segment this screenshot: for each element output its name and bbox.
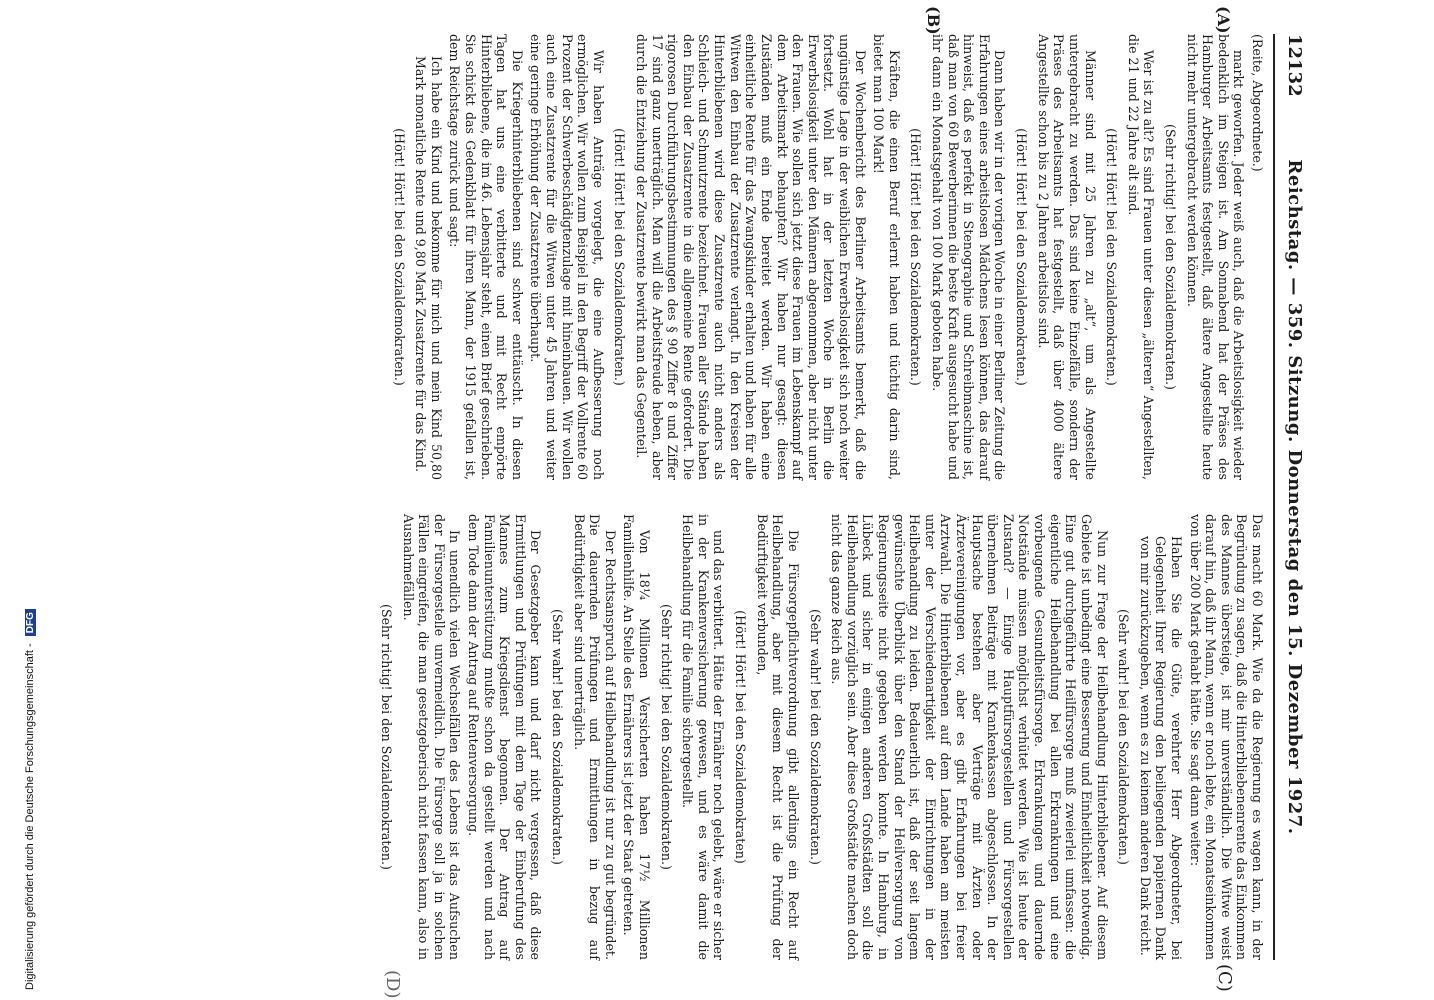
page-number: 12132	[1284, 34, 1305, 97]
paragraph: und das verbittert. Hätte der Ernährer noch gelebt, wäre er sicher in der Krankenversicherung gewesen, und es wäre damit die Heilbehandlung für die Familie sichergestellt.	[680, 514, 727, 960]
interjection: (Hört! Hört! bei den Sozialdemokraten.)	[612, 128, 628, 386]
interjection: (Sehr richtig! bei den Sozialdemokraten.)	[658, 604, 674, 870]
dfg-logo: DFG	[25, 609, 36, 636]
paragraph: In unendlich vielen Wechselfällen des Lebens ist das Aufsuchen der Fürsorgestelle unvermeidlich. Die Fürsorge soll ja in solchen Fällen eingreifen, die man gesetzgeberisch nicht fassen kann, also in Ausnahmefällen.	[400, 514, 463, 960]
paragraph: Der Gesetzgeber kann und darf nicht vergessen, daß diese Ermittlungen und Prüfungen mit dem Tage der Einberufung des Mannes zum Kriegsdienst begonnen. Der Antrag auf Familienunterstützung mußte schon da gestellt werden und nach dem Tode dann der Antrag auf Rentenversorgung.	[465, 514, 544, 960]
margin-mark-b: (B)	[924, 6, 943, 35]
paragraph: Kräften, die einen Beruf erlernt haben und tüchtig darin sind, bietet man 100 Mark!	[871, 34, 902, 480]
paragraph: Wer ist zu alt? Es sind Frauen unter diesen „älteren“ Angestellten, die 21 und 22 Jahre alt sind.	[1125, 34, 1157, 480]
document-page	[133, 0, 1313, 1000]
credit-text: Digitalisierung gefördert durch die Deutsche Forschungsgemeinschaft -	[24, 643, 36, 990]
interjection: (Hört! Hört! bei den Sozialdemokraten.)	[391, 128, 407, 386]
paragraph: Nun zur Frage der Heilbehandlung Hinterbliebener. Auf diesem Gebiete ist unbedingt eine Besserung und Einheitlichkeit notwendig. Eine gut durchgeführte Heilfürsorge muß zweierlei umfassen: die eigentliche Heilbehandlung bei allen Erkrankungen und eine vorbeugende Gesundheitsfürsorge. Erkrankungen und dauernde Notstände müssen möglichst verhütet werden. Wie ist heute der Zustand? — Einige Hauptfürsorgestellen und Fürsorgestellen übernehmen Beiträge mit Krankenkassen abgeschlossen. In der Hauptsache bestehen aber Verträge mit Ärzten oder Ärztevereinigungen vor, aber es gibt Erfahrungen bei freier Arztwahl. Die Hinterbliebenen auf dem Lande haben am meisten unter der Verschiedenartigkeit der Einrichtungen in der Heilbehandlung zu leiden. Bedauerlich ist, daß der seit langem gewünschte Überblick über den Stand der Heilversorgung von Regierungsseite nicht gegeben werden konnte. In Hamburg, in Lübeck und sicher in einigen anderen Großstädten soll die Heilbehandlung vorzüglich sein. Aber diese Großstädte machen doch nicht das ganze Reich aus.	[829, 514, 1110, 960]
left-column	[372, 34, 1265, 480]
page-header	[1273, 34, 1309, 960]
paragraph: (Reite, Abgeordnete.)	[1250, 34, 1265, 172]
interjection: (Sehr richtig! bei den Sozialdemokraten.)	[378, 604, 394, 870]
paragraph: Ich habe ein Kind und bekomme für mich und mein Kind 50,80 Mark monatliche Rente und 9,80 Mark Zusatzrente für das Kind.	[413, 56, 444, 480]
paragraph: Wir haben Anträge vorgelegt, die eine Aufbesserung noch ermöglichen. Wir wollen zum Beispiel in den Begriff der Vollrente 60 Prozent der Schwerbeschädigtenzulage mit hineinbauen. Wir wollen auch eine Zusatzrente für die Witwen unter 45 Jahren und weiter eine geringe Erhöhung der Zusatzrente überhaupt.	[528, 34, 606, 480]
margin-mark-c: (C)	[1214, 964, 1235, 992]
paragraph: Der Wochenbericht des Berliner Arbeitsamts bemerkt, daß die ungünstige Lage in der weiblichen Erwerbslosigkeit sich noch weiter fortsetzt. Wohl hat in der letzten Woche in Berlin die Erwerbslosigkeit unter den Männern abgenommen, aber nicht unter den Frauen. Wie sollen sich jetzt diese Frauen im Lebenskampf auf dem Arbeitsmarkt behaupten? Wir haben nur gesagt: diesen Zuständen muß ein Ende bereitet werden. Wir haben eine einheitliche Rente für das Zwangskinder erhalten und haben für alle Witwen den Einbau der Zusatzrente verlangt. In den Kreisen der Hinterbliebenen wird diese Zusatzrente auch nicht anders als Schleich- und Schmutzrente bezeichnet. Frauen aller Stände haben den Einbau der Zusatzrente in die allgemeine Rente gefordert. Die rigorosen Durchführungsbestimmungen des § 90 Ziffer 8 und Ziffer 17 sind ganz unerträglich. Man will die Arbeitsfreude heben, aber durch die Entziehung der Zusatzrente bewirkt man das Gegenteil.	[634, 34, 868, 480]
interjection: (Sehr richtig! bei den Sozialdemokraten.)	[1162, 124, 1178, 390]
interjection: (Sehr wahr! bei den Sozialdemokraten.)	[550, 609, 566, 865]
right-column	[372, 514, 1265, 960]
margin-mark-a: (A)	[1214, 6, 1233, 34]
paragraph: markt geworfen. Jeder weiß auch, daß die Arbeitslosigkeit wieder bedenklich im Steigen ist. Am Sonnabend hat der Präses des Hamburger Arbeitsamts festgestellt, daß ältere Angestellte heute nicht mehr untergebracht werden können.	[1184, 34, 1247, 480]
interjection: (Sehr wahr! bei den Sozialdemokraten.)	[1116, 609, 1132, 865]
interjection: (Sehr wahr! bei den Sozialdemokraten.)	[807, 609, 823, 865]
paragraph: Die Kriegerhinterbliebenen sind schwer enttäuscht. In diesen Tagen hat uns eine verbitterte und mit Recht empörte Hinterbliebene, die im 46. Lebensjahr steht, einen Brief geschrieben. Sie schickt das Gedenkblatt für ihren Mann, der 1915 gefallen ist, dem Reichstage zurück und sagt:	[447, 34, 525, 480]
paragraph: Von 18¼ Millionen Versicherten haben 17½ Millionen Familienhilfe. An Stelle des Ernährers ist jetzt der Staat getreten.	[621, 514, 653, 960]
interjection: (Hört! Hört! bei den Sozialdemokraten)	[733, 610, 749, 864]
interjection: (Hört! Hört! bei den Sozialdemokraten.)	[1014, 128, 1030, 386]
margin-mark-d: (D)	[382, 970, 403, 999]
paragraph: Haben Sie die Güte, verehrter Herr Abgeordneter, bei Gelegenheit Ihrer Regierung den beiliegenden papiernen Dank von mir zurückzugeben, wenn es zu keinem anderen Dank reicht.	[1137, 536, 1184, 960]
paragraph: Männer sind mit 25 Jahren zu „alt“, um als Angestellte untergebracht zu werden. Das sind keine Einzelfälle, sondern der Präses des Arbeitsamts hat festgestellt, daß über 4000 ältere Angestellte schon bis zu 2 Jahren arbeitslos sind.	[1035, 34, 1098, 480]
paragraph: Dann haben wir in der vorigen Woche in einer Berliner Zeitung die Erfahrungen eines arbeitslosen Mädchens lesen können, das darauf hinweist, daß es perfekt in Stenographie und Schreibmaschine ist, daß man von 60 Bewerberinnen die beste Kraft ausgesucht habe und ihr dann ein Monatsgehalt von 100 Mark geboten habe.	[930, 34, 1008, 480]
interjection: (Hört! Hört! bei den Sozialdemokraten.)	[1104, 128, 1120, 386]
page-title: Reichstag. — 359. Sitzung. Donnerstag den 15. Dezember 1927.	[1284, 159, 1305, 835]
paragraph: Das macht 60 Mark. Wie da die Regierung es wagen kann, in der Begründung zu sagen, daß die Hinterbliebenenrente das Einkommen des Mannes übersteige, ist mir unverständlich. Die Witwe weist darauf hin, daß ihr Mann, wenn er noch lebte, ein Monatseinkommen von über 200 Mark gehabt hätte. Sie sagt dann weiter:	[1187, 514, 1265, 960]
paragraph: Die Fürsorgepflichtverordnung gibt allerdings ein Recht auf Heilbehandlung, aber mit diesem Recht ist die Prüfung der Bedürftigkeit verbunden,	[754, 514, 801, 960]
digitization-credit	[24, 609, 36, 990]
paragraph: Der Rechtsanspruch auf Heilbehandlung ist nur zu gut begründet. Die dauernden Prüfungen und Ermittlungen in bezug auf Bedürftigkeit aber sind unerträglich.	[571, 514, 618, 960]
text-columns	[372, 34, 1273, 960]
interjection: (Hört! Hört! bei den Sozialdemokraten.)	[908, 128, 924, 386]
